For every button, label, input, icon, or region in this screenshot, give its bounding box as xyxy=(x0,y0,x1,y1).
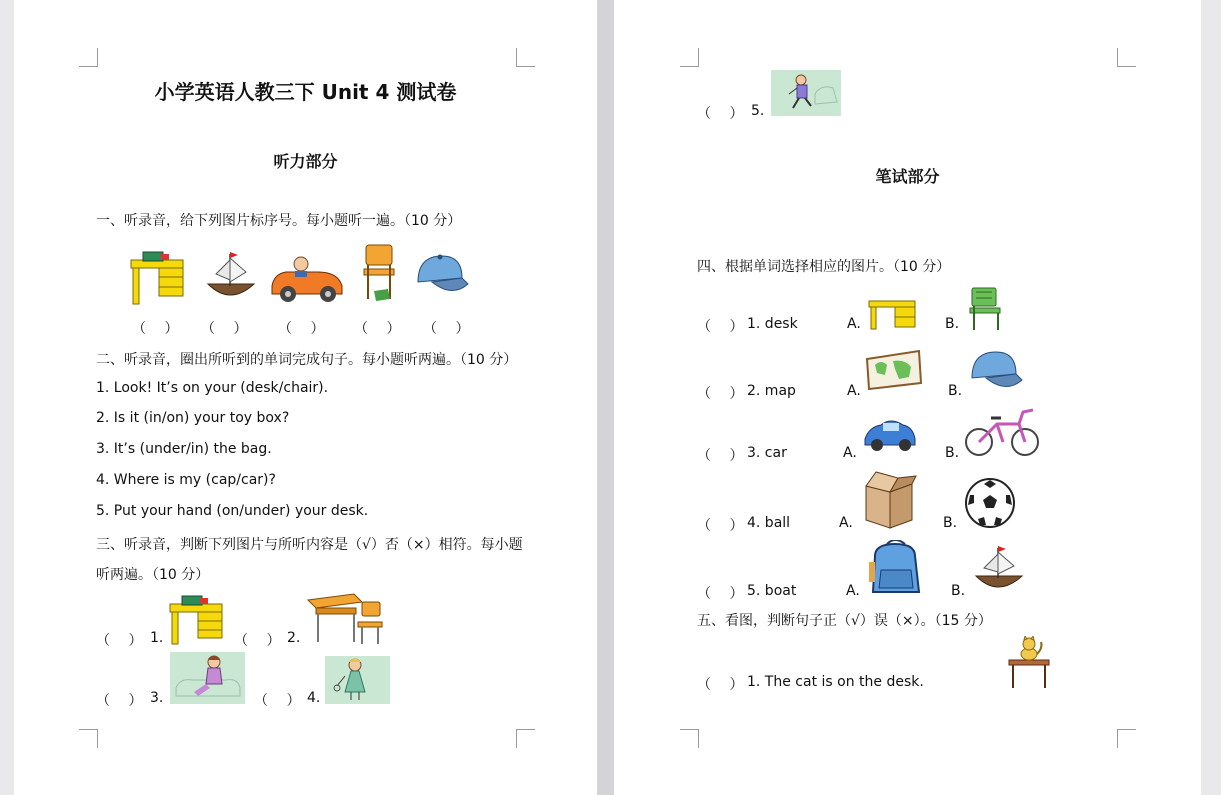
q1-blank[interactable]: （ ） xyxy=(132,321,179,337)
car-option-picture[interactable] xyxy=(861,413,919,455)
chair-option-picture[interactable] xyxy=(966,286,1004,332)
q4-word: 5. boat xyxy=(747,583,797,599)
map-option-picture[interactable] xyxy=(865,349,923,391)
q4-instruction: 四、根据单词选择相应的图片。（10 分） xyxy=(697,259,951,275)
page-corner-mark xyxy=(516,729,535,748)
soccer-ball-option-picture[interactable] xyxy=(964,477,1016,529)
q5-sentence: 1. The cat is on the desk. xyxy=(747,674,924,690)
girl-on-sofa-picture xyxy=(170,652,245,704)
option-a-label: A. xyxy=(847,316,861,332)
page-corner-mark xyxy=(680,729,699,748)
q3-instruction: 三、听录音，判断下列图片与所听内容是（√）否（×）相符。每小题 xyxy=(96,537,523,553)
boat-picture xyxy=(204,250,256,306)
q3-instruction-continued: 听两遍。（10 分） xyxy=(96,567,210,583)
boy-jumping-picture xyxy=(771,70,841,116)
cap-picture xyxy=(412,252,470,302)
page-corner-mark xyxy=(516,48,535,67)
option-a-label: A. xyxy=(847,383,861,399)
q4-word: 1. desk xyxy=(747,316,798,332)
page-corner-mark xyxy=(79,48,98,67)
q4-blank[interactable]: （ ） xyxy=(697,586,744,602)
q2-instruction: 二、听录音，圈出所听到的单词完成句子。每小题听两遍。（10 分） xyxy=(96,352,518,368)
option-a-label: A. xyxy=(843,445,857,461)
box-option-picture[interactable] xyxy=(860,470,918,530)
q2-item: 1. Look! It’s on your (desk/chair). xyxy=(96,380,329,396)
q3-blank[interactable]: （ ） xyxy=(96,633,143,649)
q2-item: 3. It’s (under/in) the bag. xyxy=(96,441,272,457)
q4-word: 3. car xyxy=(747,445,787,461)
q1-blank[interactable]: （ ） xyxy=(354,321,401,337)
option-b-label: B. xyxy=(945,316,960,332)
q3-item-number: 5. xyxy=(751,103,765,119)
q5-blank[interactable]: （ ） xyxy=(697,677,744,693)
girl-standing-picture xyxy=(325,656,390,704)
listening-section-heading: 听力部分 xyxy=(273,152,338,171)
q3-item-number: 2. xyxy=(287,630,301,646)
q2-item: 5. Put your hand (on/under) your desk. xyxy=(96,503,369,519)
desk-picture xyxy=(168,594,226,646)
chair-picture xyxy=(360,243,400,303)
q3-item-number: 1. xyxy=(150,630,164,646)
q4-blank[interactable]: （ ） xyxy=(697,386,744,402)
desk-and-chair-picture xyxy=(306,590,386,646)
page-corner-mark xyxy=(1117,729,1136,748)
page-gap xyxy=(597,0,614,795)
q3-blank[interactable]: （ ） xyxy=(697,106,744,122)
q3-blank[interactable]: （ ） xyxy=(234,633,281,649)
q2-item: 2. Is it (in/on) your toy box? xyxy=(96,410,290,426)
q4-blank[interactable]: （ ） xyxy=(697,448,744,464)
car-picture xyxy=(268,254,346,306)
option-b-label: B. xyxy=(948,383,963,399)
cat-on-desk-picture xyxy=(1005,636,1053,690)
q4-blank[interactable]: （ ） xyxy=(697,518,744,534)
page-corner-mark xyxy=(1117,48,1136,67)
q1-blank[interactable]: （ ） xyxy=(423,321,470,337)
option-b-label: B. xyxy=(951,583,966,599)
q1-instruction: 一、听录音，给下列图片标序号。每小题听一遍。（10 分） xyxy=(96,213,462,229)
q3-item-number: 3. xyxy=(150,690,164,706)
boat-option-picture[interactable] xyxy=(972,544,1024,598)
bike-option-picture[interactable] xyxy=(963,404,1043,460)
q1-blank[interactable]: （ ） xyxy=(278,321,325,337)
page-corner-mark xyxy=(680,48,699,67)
q3-blank[interactable]: （ ） xyxy=(254,693,301,709)
q4-blank[interactable]: （ ） xyxy=(697,319,744,335)
desk-option-picture[interactable] xyxy=(867,297,917,331)
q5-instruction: 五、看图，判断句子正（√）误（×）。（15 分） xyxy=(697,613,992,629)
q3-item-number: 4. xyxy=(307,690,321,706)
written-section-heading: 笔试部分 xyxy=(875,167,940,186)
schoolbag-option-picture[interactable] xyxy=(865,540,927,598)
q4-word: 2. map xyxy=(747,383,796,399)
document-page-2 xyxy=(614,0,1201,795)
option-b-label: B. xyxy=(945,445,960,461)
cap-option-picture[interactable] xyxy=(966,348,1024,396)
q2-item: 4. Where is my (cap/car)? xyxy=(96,472,276,488)
desk-picture xyxy=(129,250,187,306)
q4-word: 4. ball xyxy=(747,515,791,531)
q1-blank[interactable]: （ ） xyxy=(201,321,248,337)
q3-blank[interactable]: （ ） xyxy=(96,693,143,709)
option-b-label: B. xyxy=(943,515,958,531)
document-page-1 xyxy=(14,0,597,795)
option-a-label: A. xyxy=(846,583,860,599)
page-title: 小学英语人教三下 Unit 4 测试卷 xyxy=(154,80,457,104)
page-corner-mark xyxy=(79,729,98,748)
option-a-label: A. xyxy=(839,515,853,531)
